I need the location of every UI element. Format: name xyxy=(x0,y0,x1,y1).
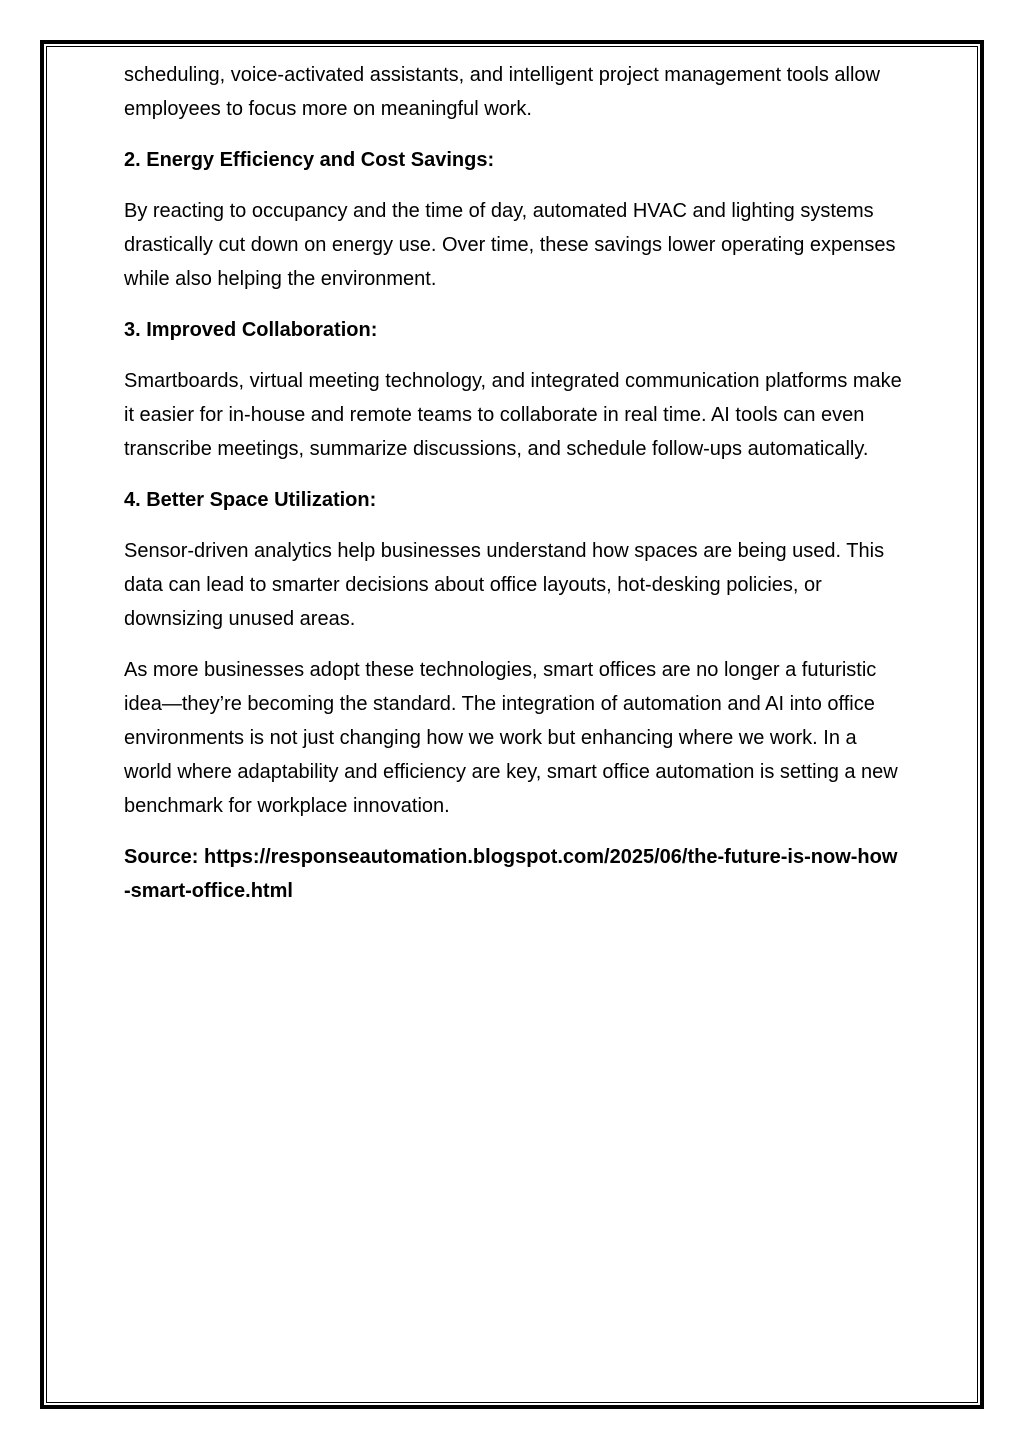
source-link[interactable]: Source: https://responseautomation.blogspot.com/2025/06/the-future-is-now-how-smart-office.html xyxy=(124,846,898,902)
section-heading-improved-collaboration: 3. Improved Collaboration: xyxy=(124,319,378,341)
section-body-space-utilization: Sensor-driven analytics help businesses understand how spaces are being used. This data can lead to smarter decisions about office layouts, hot-desking policies, or downsizing unused areas. xyxy=(124,540,885,630)
section-body-energy-efficiency: By reacting to occupancy and the time of day, automated HVAC and lighting systems drastically cut down on energy use. Over time, these savings lower operating expenses while also helping the environment. xyxy=(124,200,896,290)
intro-continuation-paragraph: scheduling, voice-activated assistants, and intelligent project management tools allow employees to focus more on meaningful work. xyxy=(124,64,880,120)
section-heading-space-utilization: 4. Better Space Utilization: xyxy=(124,489,377,511)
document-body xyxy=(124,58,904,908)
section-heading-energy-efficiency: 2. Energy Efficiency and Cost Savings: xyxy=(124,149,495,171)
conclusion-paragraph: As more businesses adopt these technologies, smart offices are no longer a futuristic idea—they’re becoming the standard. The integration of automation and AI into office environments is not just changing how we work but enhancing where we work. In a world where adaptability and efficiency are key, smart office automation is setting a new benchmark for workplace innovation. xyxy=(124,659,898,817)
section-body-improved-collaboration: Smartboards, virtual meeting technology, and integrated communication platforms make it easier for in-house and remote teams to collaborate in real time. AI tools can even transcribe meetings, summarize discussions, and schedule follow-ups automatically. xyxy=(124,370,902,460)
